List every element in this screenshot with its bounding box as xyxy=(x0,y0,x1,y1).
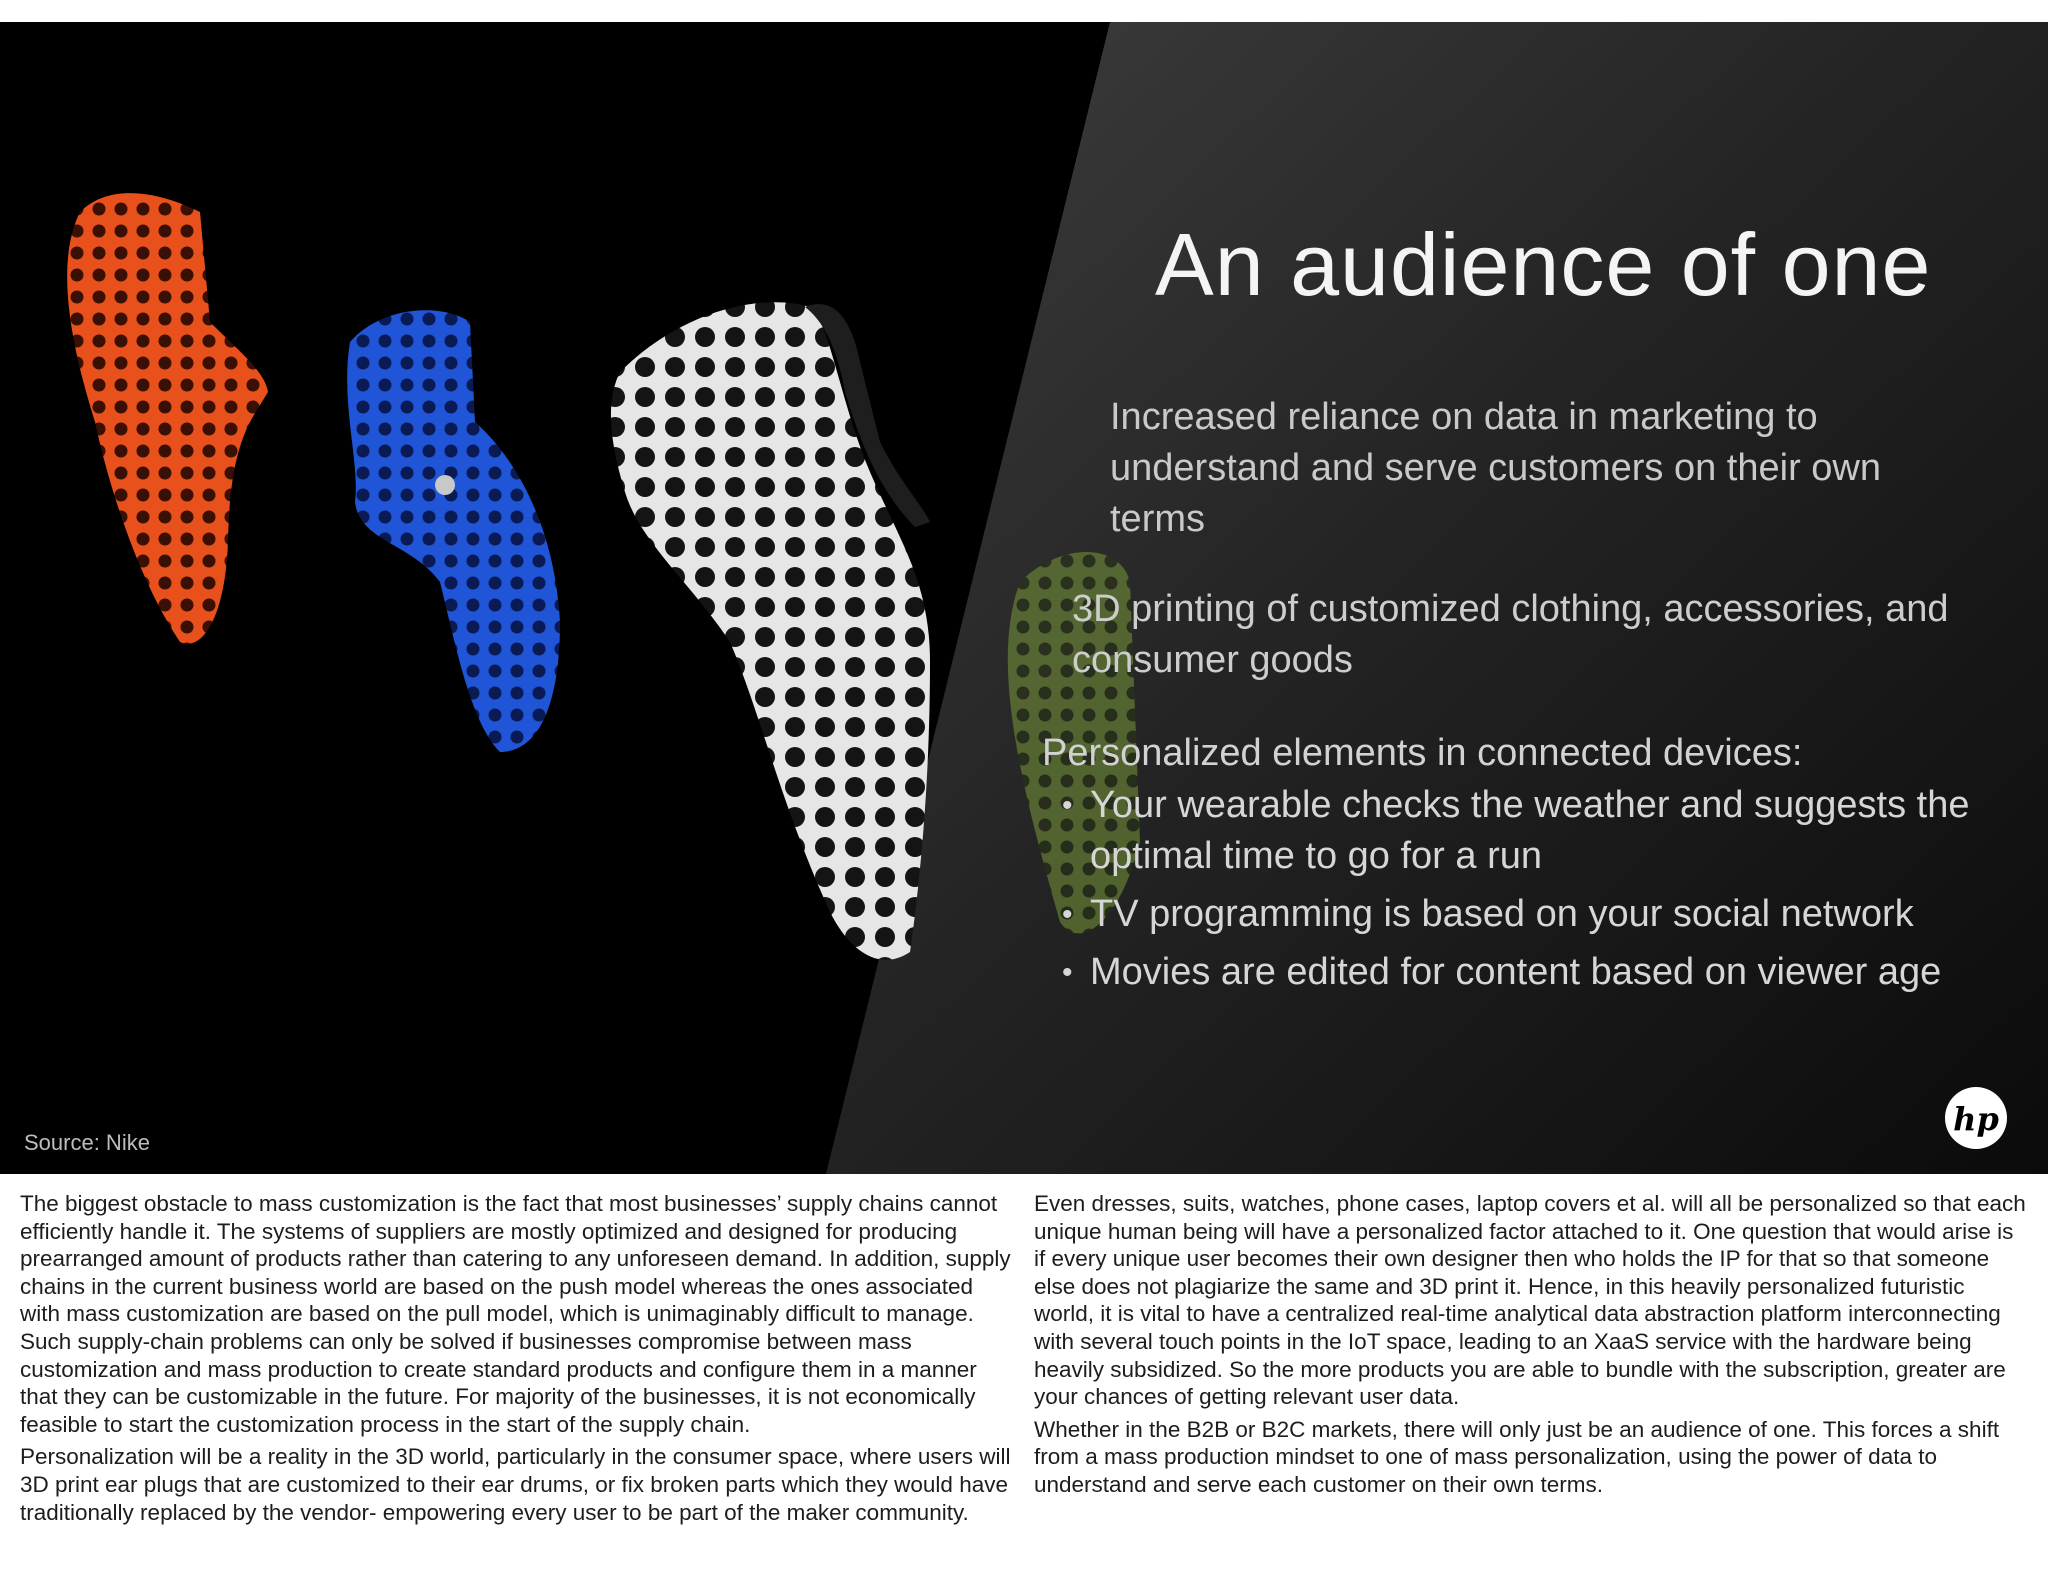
bullet-icon: • xyxy=(1062,898,1073,931)
blue-shoe xyxy=(347,310,560,752)
article-body xyxy=(20,1190,2028,1526)
article-paragraph: Whether in the B2B or B2C markets, there will only just be an audience of one. This forces a shift from a mass production mindset to one of mass personalization, using the power of data to understand and serve each customer on their own terms. xyxy=(1034,1416,2000,1497)
article-paragraph: Personalization will be a reality in the 3D world, particularly in the consumer space, where users will 3D print ear plugs that are customized to their ear drums, or fix broken parts which they would have traditionally replaced by the vendor- empowering every user to be part of the maker community. Even dresses, suits, watches, phone cases, laptop covers et al. will all be personalized so that each unique human being will have a personalized factor attached to it. One question that would arise is if every unique user becomes their own designer then who holds the IP for that so that someone else does not plagiarize the same and 3D print it. Hence, in this heavily personalized futuristic world, it is vital to have a centralized real-time analytical data abstraction platform interconnecting with several touch points in the IoT space, leading to an XaaS service with the hardware being heavily subsidized. So the more products you are able to bundle with the subscription, greater are your chances of getting relevant user data. xyxy=(20,1191,2026,1525)
source-caption: Source: Nike xyxy=(24,1130,150,1155)
connected-devices-list xyxy=(1062,780,1992,1005)
bullet-icon: • xyxy=(1062,789,1073,822)
slide-point-data-marketing: Increased reliance on data in marketing to understand and serve customers on their own terms xyxy=(1110,396,1881,540)
slide-point-connected-devices: Personalized elements in connected devices: xyxy=(1042,732,1803,774)
svg-text:hp: hp xyxy=(1953,1100,1999,1138)
bullet-text: TV programming is based on your social network xyxy=(1090,893,1914,935)
list-item xyxy=(1062,780,1992,882)
bullet-text: Movies are edited for content based on viewer age xyxy=(1090,951,1942,993)
slide-point-3d-printing: 3D printing of customized clothing, accessories, and consumer goods xyxy=(1072,588,1949,681)
slide-title: An audience of one xyxy=(1155,215,1932,314)
bullet-icon: • xyxy=(1062,956,1073,989)
bullet-text: Your wearable checks the weather and suggests the optimal time to go for a run xyxy=(1090,784,1970,877)
list-item xyxy=(1062,889,1992,940)
article-paragraph: The biggest obstacle to mass customization is the fact that most businesses’ supply chains cannot efficiently handle it. The systems of suppliers are mostly optimized and designed for producing prearranged amount of products rather than catering to any unforeseen demand. In addition, supply chains in the current business world are based on the push model whereas the ones associated with mass customization are based on the pull model, which is unimaginably difficult to manage. Such supply-chain problems can only be solved if businesses compromise between mass customization and mass production to create standard products and configure them in a manner that they can be customizable in the future. For majority of the businesses, it is not economically feasible to start the customization process in the start of the supply chain. xyxy=(20,1191,1011,1437)
slide-image xyxy=(0,22,2048,1174)
blue-shoe-button xyxy=(435,475,455,495)
list-item xyxy=(1062,947,1992,998)
orange-shoe xyxy=(67,193,268,644)
hp-logo-icon xyxy=(1944,1086,2008,1150)
white-shoe xyxy=(611,302,930,960)
